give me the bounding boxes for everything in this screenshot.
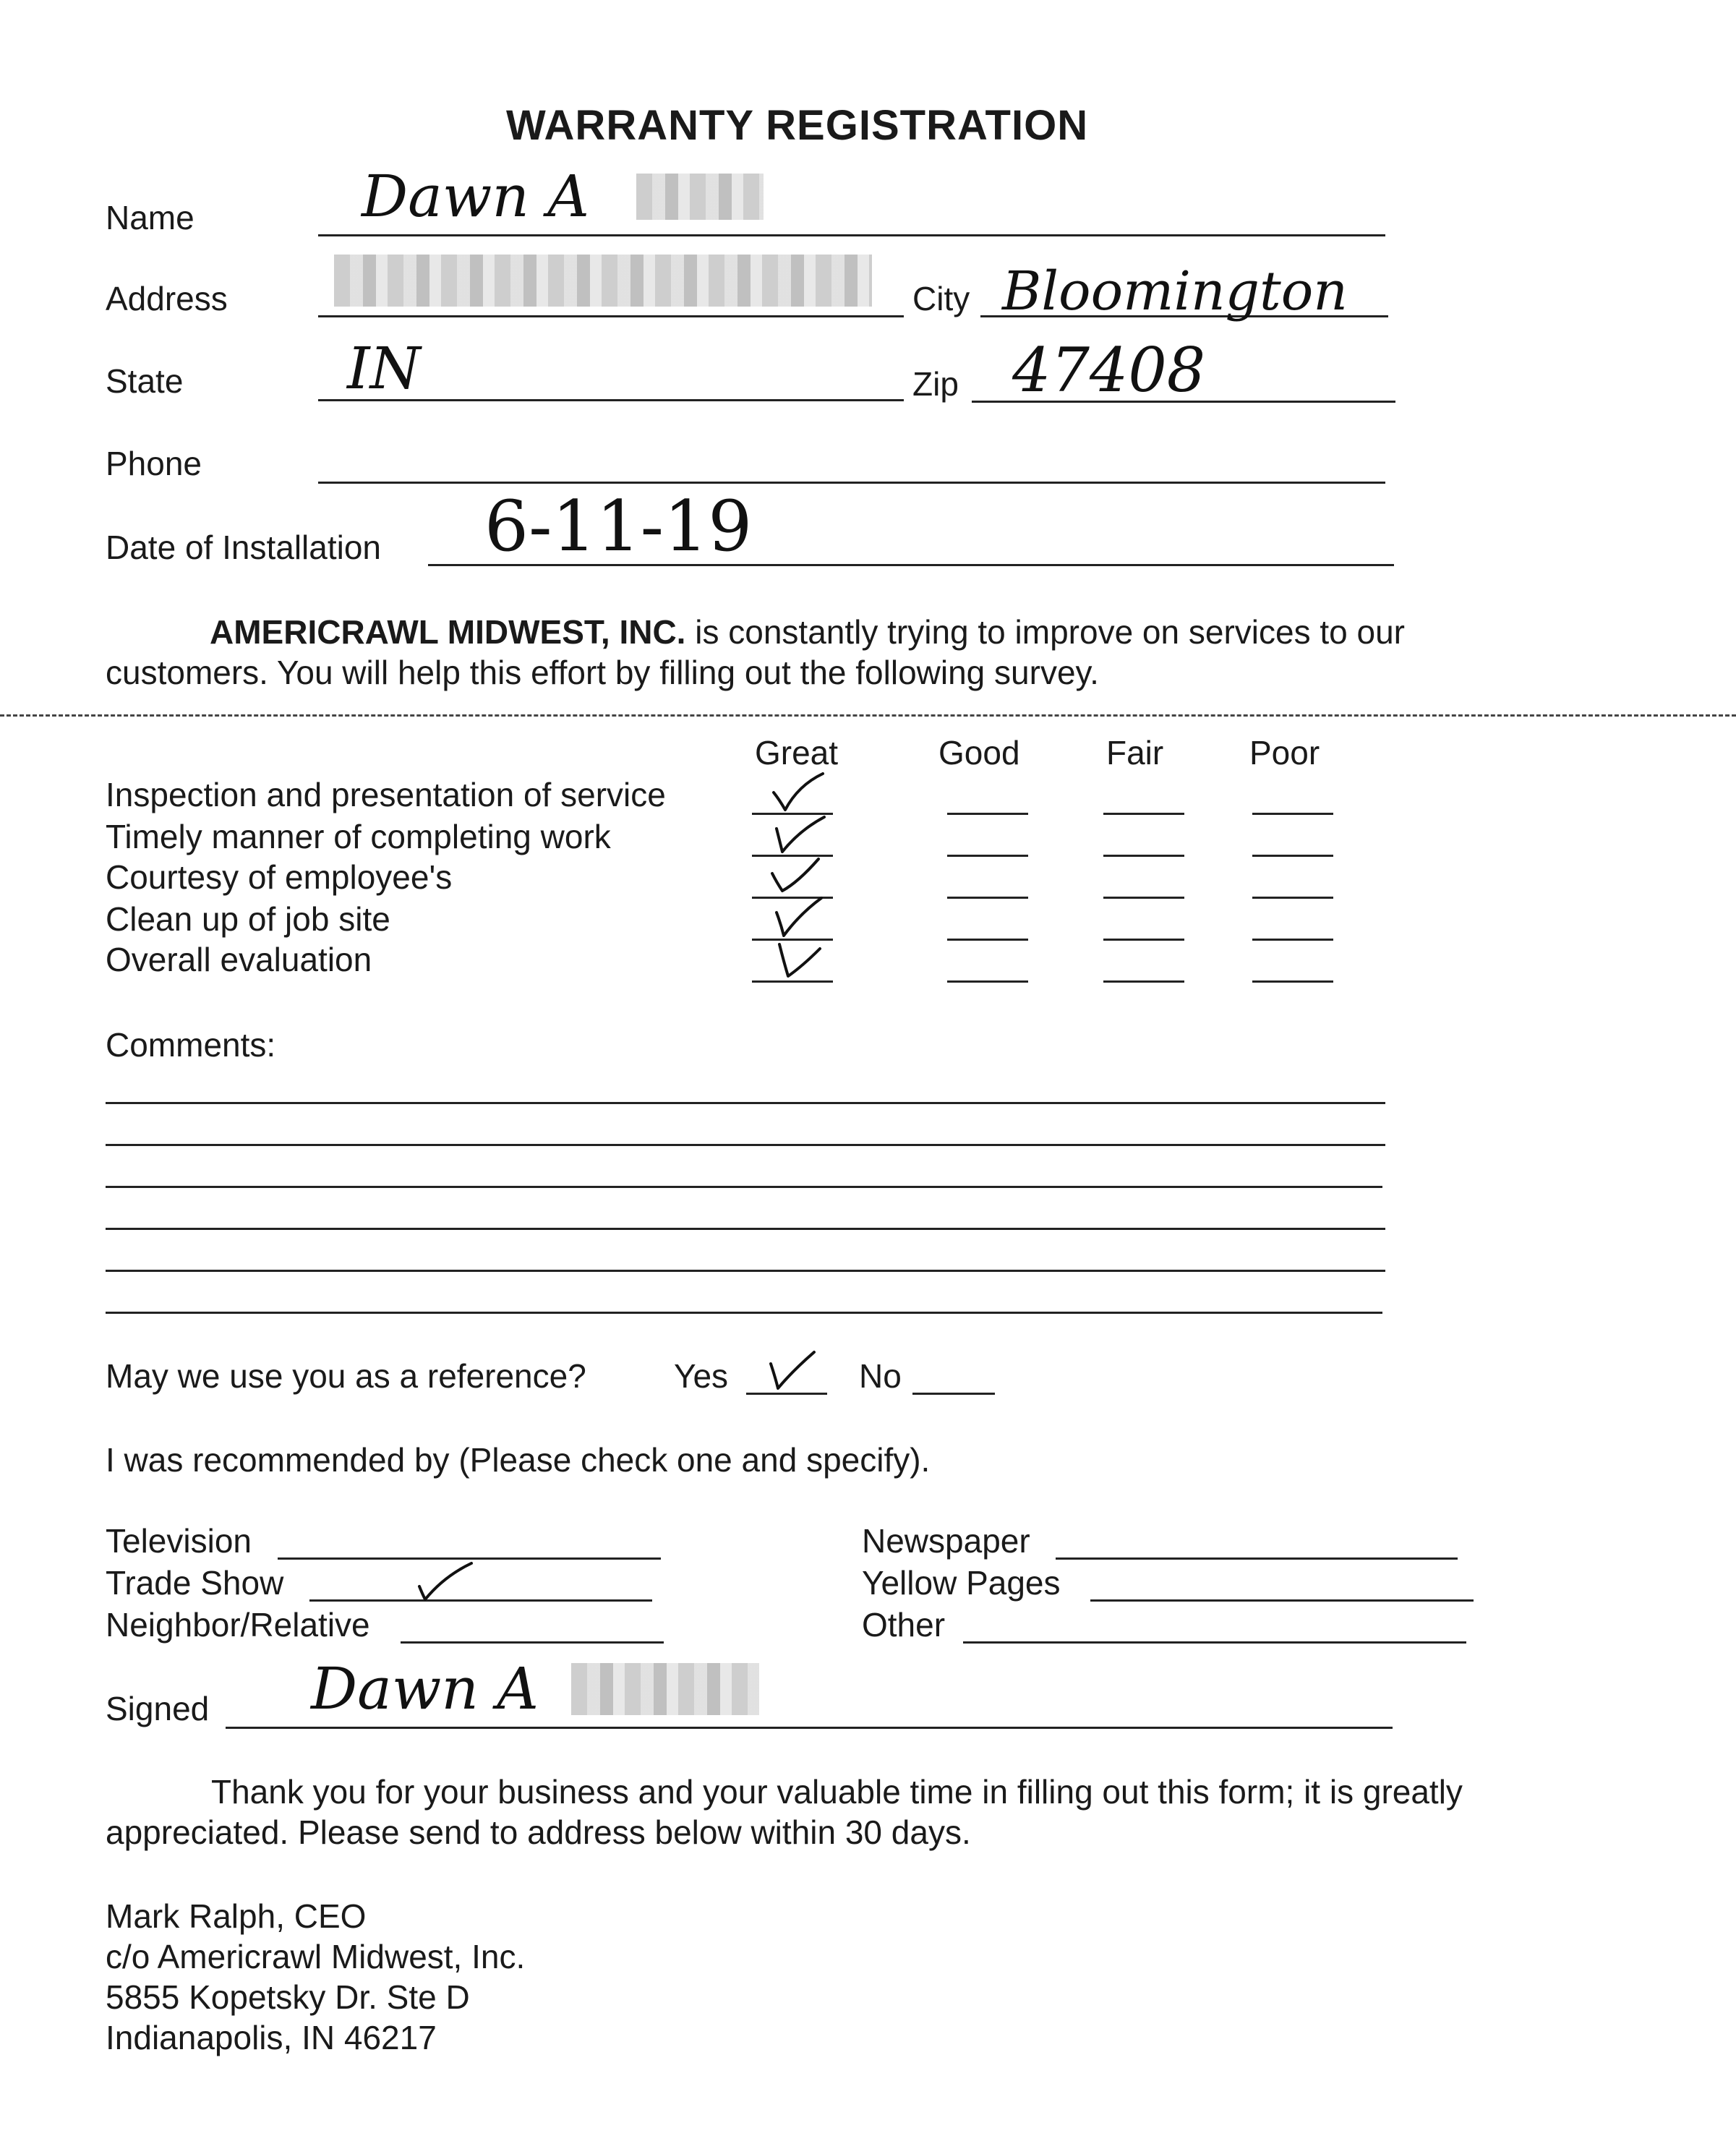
checkmark-icon xyxy=(769,813,827,856)
name-field[interactable] xyxy=(318,234,1385,236)
reference-question: May we use you as a reference? xyxy=(106,1357,586,1395)
rating-fair-blank[interactable] xyxy=(1103,939,1184,941)
rating-poor-blank[interactable] xyxy=(1252,855,1333,857)
survey-row-label: Courtesy of employee's xyxy=(106,858,453,896)
comment-line[interactable] xyxy=(106,1270,1385,1272)
address-field[interactable] xyxy=(318,315,904,317)
city-handwritten: Bloomington xyxy=(1002,260,1348,322)
zip-handwritten: 47408 xyxy=(1012,335,1206,406)
comment-line[interactable] xyxy=(106,1144,1385,1146)
rec-other-label: Other xyxy=(862,1606,946,1644)
address-line: 5855 Kopetsky Dr. Ste D xyxy=(106,1978,470,2016)
form-title: WARRANTY REGISTRATION xyxy=(506,102,1089,149)
survey-row-label: Overall evaluation xyxy=(106,941,372,978)
reference-yes-label: Yes xyxy=(674,1357,729,1395)
reference-no-label: No xyxy=(859,1357,902,1395)
rec-television-label: Television xyxy=(106,1522,252,1560)
rec-neighbor-field[interactable] xyxy=(401,1641,664,1644)
date-handwritten: 6-11-19 xyxy=(484,486,753,567)
checkmark-icon xyxy=(769,895,827,939)
rec-yellowpages-label: Yellow Pages xyxy=(862,1564,1061,1602)
name-redaction xyxy=(636,174,764,220)
recommended-prompt: I was recommended by (Please check one and specify). xyxy=(106,1441,931,1479)
survey-row-label: Clean up of job site xyxy=(106,900,390,938)
reference-no-blank[interactable] xyxy=(912,1393,995,1395)
signed-label: Signed xyxy=(106,1690,210,1727)
city-label: City xyxy=(912,280,970,317)
survey-row-label: Timely manner of completing work xyxy=(106,818,611,855)
comment-line[interactable] xyxy=(106,1228,1385,1230)
rating-good-blank[interactable] xyxy=(947,980,1028,983)
comment-line[interactable] xyxy=(106,1186,1382,1188)
mailing-address xyxy=(106,1896,525,2058)
rating-fair-blank[interactable] xyxy=(1103,813,1184,815)
name-label: Name xyxy=(106,199,194,236)
name-handwritten: Dawn A xyxy=(362,163,590,230)
state-label: State xyxy=(106,362,184,400)
thanks-paragraph xyxy=(106,1772,1463,1852)
col-fair: Fair xyxy=(1106,734,1164,772)
rating-good-blank[interactable] xyxy=(947,897,1028,899)
checkmark-icon xyxy=(769,937,827,980)
date-label: Date of Installation xyxy=(106,529,382,566)
comment-line[interactable] xyxy=(106,1102,1385,1104)
reference-yes-blank[interactable] xyxy=(746,1393,827,1395)
signature-redaction xyxy=(571,1663,759,1715)
rating-fair-blank[interactable] xyxy=(1103,980,1184,983)
rec-neighbor-label: Neighbor/Relative xyxy=(106,1606,370,1644)
company-name: AMERICRAWL MIDWEST, INC. xyxy=(210,613,686,651)
signature-field[interactable] xyxy=(226,1727,1393,1729)
checkmark-icon xyxy=(415,1562,473,1605)
rec-television-field[interactable] xyxy=(278,1557,661,1560)
signature-handwritten: Dawn A xyxy=(311,1655,539,1722)
address-redaction xyxy=(334,255,872,307)
checkmark-icon xyxy=(764,1349,821,1393)
rating-poor-blank[interactable] xyxy=(1252,980,1333,983)
comments-label: Comments: xyxy=(106,1026,276,1064)
rec-tradeshow-label: Trade Show xyxy=(106,1564,284,1602)
col-good: Good xyxy=(938,734,1020,772)
survey-row-label: Inspection and presentation of service xyxy=(106,776,666,813)
rec-newspaper-field[interactable] xyxy=(1056,1557,1458,1560)
rating-good-blank[interactable] xyxy=(947,813,1028,815)
rating-fair-blank[interactable] xyxy=(1103,855,1184,857)
rating-fair-blank[interactable] xyxy=(1103,897,1184,899)
rating-good-blank[interactable] xyxy=(947,855,1028,857)
thanks-line-1: Thank you for your business and your valuable time in filling out this form; it is greatly xyxy=(211,1773,1463,1811)
address-line: c/o Americrawl Midwest, Inc. xyxy=(106,1938,526,1975)
rec-tradeshow-field[interactable] xyxy=(309,1599,652,1602)
phone-field[interactable] xyxy=(318,482,1385,484)
comment-line[interactable] xyxy=(106,1312,1382,1314)
rec-yellowpages-field[interactable] xyxy=(1090,1599,1474,1602)
intro-text-1: is constantly trying to improve on services to our xyxy=(685,613,1405,651)
rating-great-blank[interactable] xyxy=(752,980,833,983)
cut-line xyxy=(0,714,1736,717)
col-poor: Poor xyxy=(1249,734,1320,772)
col-great: Great xyxy=(755,734,839,772)
rec-newspaper-label: Newspaper xyxy=(862,1522,1030,1560)
checkmark-icon xyxy=(769,771,827,814)
rating-poor-blank[interactable] xyxy=(1252,939,1333,941)
thanks-line-2: appreciated. Please send to address below within 30 days. xyxy=(106,1813,971,1851)
checkmark-icon xyxy=(766,853,824,897)
rating-good-blank[interactable] xyxy=(947,939,1028,941)
intro-paragraph xyxy=(106,612,1405,693)
rating-poor-blank[interactable] xyxy=(1252,897,1333,899)
address-line: Mark Ralph, CEO xyxy=(106,1897,367,1935)
zip-label: Zip xyxy=(912,365,959,403)
address-line: Indianapolis, IN 46217 xyxy=(106,2019,437,2056)
address-label: Address xyxy=(106,280,228,317)
rec-other-field[interactable] xyxy=(963,1641,1466,1644)
rating-poor-blank[interactable] xyxy=(1252,813,1333,815)
state-handwritten: IN xyxy=(347,335,421,402)
intro-text-2: customers. You will help this effort by filling out the following survey. xyxy=(106,654,1099,691)
phone-label: Phone xyxy=(106,445,202,482)
